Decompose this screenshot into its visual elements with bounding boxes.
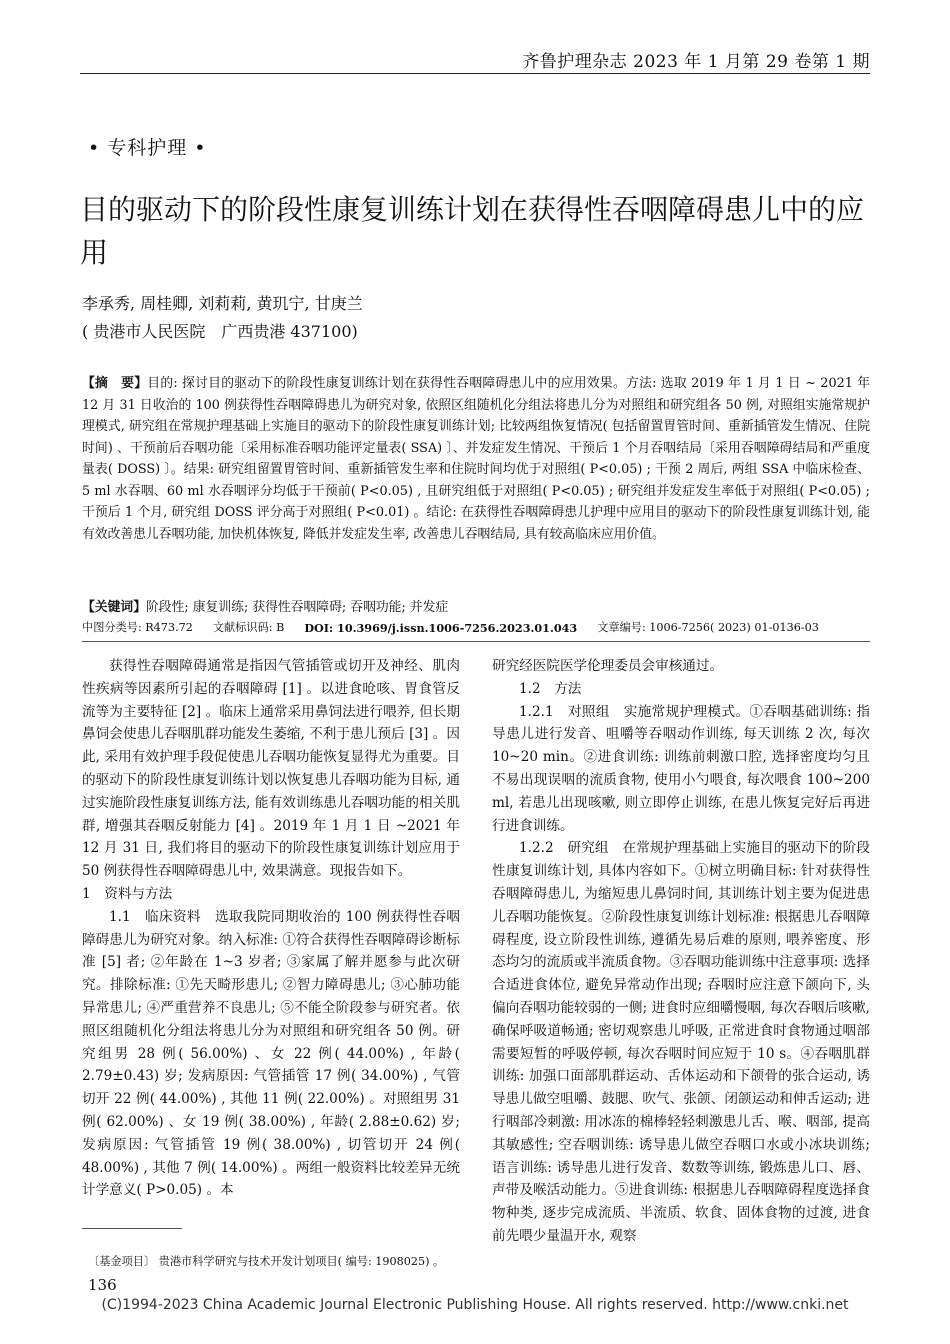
abstract [82,373,870,545]
article-metadata [82,619,870,637]
journal-issue: 齐鲁护理杂志 2023 年 1 月第 29 卷第 1 期 [522,52,870,72]
funding-note: 〔基金项目〕 贵港市科学研究与技术开发计划项目( 编号: 1908025) 。 [88,1255,445,1268]
keywords-label: 【关键词】 [82,600,146,615]
clinical-data-paragraph: 1.1 临床资料 选取我院同期收治的 100 例获得性吞咽障碍患儿为研究对象。纳入标准: ①符合获得性吞咽障碍诊断标准 [5] 者; ②年龄在 1~3 岁者; ③家属了解并愿参与此次研究。排除标准: ①先天畸形患儿; ②智力障碍患儿; ③心肺功能异常患儿; ④严重营养不良患儿; ⑤不能全阶段参与研究者。依照区组随机化分组法将患儿分为对照组和研究组各 50 例。研究组男 28 例( 56.00%) 、女 22 例( 44.00%) , 年龄( 2.79±0.43) 岁; 发病原因: 气管插管 17 例( 34.00%) , 气管切开 22 例( 44.00%) , 其他 11 例( 22.00%) 。对照组男 31 例( 62.00%) 、女 19 例( 38.00%) , 年龄( 2.88±0.62) 岁; 发病原因: 气管插管 19 例( 38.00%) , 切管切开 24 例( 48.00%) , 其他 7 例( 14.00%) 。两组一般资料比较差异无统计学意义( P>0.05) 。本 [82,908,460,1199]
methods-heading: 1.2 方法 [519,680,582,697]
footnote-divider [82,1228,182,1229]
section-label: • 专科护理 • [88,137,207,159]
right-column [492,655,870,1248]
section-heading: 1 资料与方法 [82,885,173,902]
header-divider [82,641,870,642]
doi: DOI: 10.3969/j.issn.1006-7256.2023.01.043 [304,621,578,635]
study-group-paragraph: 1.2.2 研究组 在常规护理基础上实施目的驱动下的阶段性康复训练计划, 具体内容如下。①树立明确目标: 针对获得性吞咽障碍患儿, 为缩短患儿鼻饲时间, 其训练计划主要为促进患儿吞咽功能恢复。②阶段性康复训练计划标准: 根据患儿吞咽障碍程度, 设立阶段性训练, 遵循先易后难的原则, 喂养密度、形态均匀的流质或半流质食物。③吞咽功能训练中注意事项: 选择合适进食体位, 避免异常动作出现; 吞咽时应注意下颌向下, 头偏向吞咽功能较弱的一侧; 进食时应细嚼慢咽, 每次吞咽后咳嗽, 确保呼吸道畅通; 密切观察患儿呼吸, 正常进食时食物通过咽部需要短暂的呼吸停顿, 每次吞咽时间应短于 10 s。④吞咽肌群训练: 加强口面部肌群运动、舌体运动和下颌骨的张合运动, 诱导患儿做空咀嚼、鼓腮、吹气、张颌、闭颌运动和伸舌运动; 进行咽部冷刺激: 用冰冻的棉棒轻轻刺激患儿舌、喉、咽部, 提高其敏感性; 空吞咽训练: 诱导患儿做空吞咽口水或小冰块训练; 语言训练: 诱导患儿进行发音、数数等训练, 锻炼患儿口、唇、声带及喉活动能力。⑤进食训练: 根据患儿吞咽障碍程度选择食物种类, 逐步完成流质、半流质、软食、固体食物的过渡, 进食前先喂少量温开水, 观察 [492,840,870,1244]
clc-number: 中图分类号: R473.72 [82,621,193,634]
left-column [82,655,460,1202]
intro-paragraph: 获得性吞咽障碍通常是指因气管插管或切开及神经、肌肉性疾病等因素所引起的吞咽障碍 [1] 。以进食呛咳、胃食管反流等为主要特征 [2] 。临床上通常采用鼻饲法进行喂养, 但长期鼻饲会使患儿吞咽肌群功能发生萎缩, 不利于患儿预后 [3] 。因此, 采用有效护理手段促使患儿吞咽功能恢复显得尤为重要。目的驱动下的阶段性康复训练计划以恢复患儿吞咽功能为目标, 通过实施阶段性康复训练方法, 能有效训练患儿吞咽功能的相关肌群, 增强其吞咽反射能力 [4] 。2019 年 1 月 1 日 ~2021 年 12 月 31 日, 我们将目的驱动下的阶段性康复训练计划应用于 50 例获得性吞咽障碍患儿中, 效果满意。现报告如下。 [82,658,460,880]
running-header [80,45,870,74]
article-number: 文章编号: 1006-7256( 2023) 01-0136-03 [597,621,819,634]
author-list: 李承秀, 周桂卿, 刘莉莉, 黄玑宁, 甘庚兰 [82,294,363,313]
abstract-label: 【摘 要】 [82,376,148,391]
document-code: 文献标识码: B [212,621,285,634]
ethics-continuation: 研究经医院医学伦理委员会审核通过。 [492,658,724,674]
abstract-text: 目的: 探讨目的驱动下的阶段性康复训练计划在获得性吞咽障碍患儿中的应用效果。方法: 选取 2019 年 1 月 1 日 ~ 2021 年 12 月 31 日收治的 100 例获得性吞咽障碍患儿为研究对象, 依照区组随机化分组法将患儿分为对照组和研究组各 50 例, 对照组实施常规护理模式, 研究组在常规护理基础上实施目的驱动下的阶段性康复训练计划; 比较两组恢复情况( 包括留置胃管时间、重新插管发生情况、住院时间) 、干预前后吞咽功能〔采用标准吞咽功能评定量表( SSA) 〕、并发症发生情况、干预后 1 个月吞咽结局〔采用吞咽障碍结局和严重度量表( DOSS) 〕。结果: 研究组留置胃管时间、重新插管发生率和住院时间均优于对照组( P<0.05) ; 干预 2 周后, 两组 SSA 中临床检查、5 ml 水吞咽、60 ml 水吞咽评分均低于干预前( P<0.05) , 且研究组低于对照组( P<0.05) ; 研究组并发症发生率低于对照组( P<0.05) ; 干预后 1 个月, 研究组 DOSS 评分高于对照组( P<0.01) 。结论: 在获得性吞咽障碍患儿护理中应用目的驱动下的阶段性康复训练计划, 能有效改善患儿吞咽功能, 加快机体恢复, 降低并发症发生率, 改善患儿吞咽结局, 具有较高临床应用价值。 [82,376,870,542]
affiliation: ( 贵港市人民医院 广西贵港 437100) [82,322,358,341]
keywords-text: 阶段性; 康复训练; 获得性吞咽障碍; 吞咽功能; 并发症 [145,600,449,615]
control-group-paragraph: 1.2.1 对照组 实施常规护理模式。①吞咽基础训练: 指导患儿进行发音、咀嚼等吞咽动作训练, 每天训练 2 次, 每次 10~20 min。②进食训练: 训练前刺激口腔, 选择密度均匀且不易出现误咽的流质食物, 使用小勺喂食, 每次喂食 100~200 ml, 若患儿出现咳嗽, 则立即停止训练, 在患儿恢复完好后再进行进食训练。 [492,703,870,834]
keywords [82,596,870,615]
article-title: 目的驱动下的阶段性康复训练计划在获得性吞咽障碍患儿中的应用 [80,193,865,269]
page-number: 136 [88,1276,117,1294]
copyright-line: (C)1994-2023 China Academic Journal Electronic Publishing House. All rights reserved. http://www.cnki.net [101,1297,849,1313]
